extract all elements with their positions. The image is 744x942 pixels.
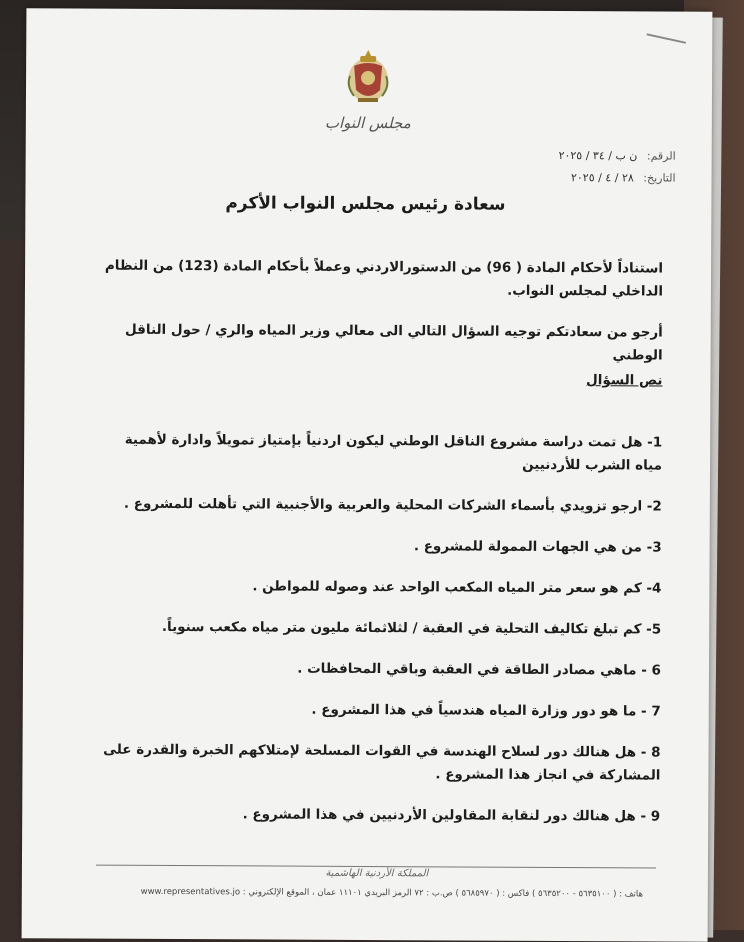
question-item: 8 - هل هنالك دور لسلاح الهندسة في القوات المسلحة لإمتلاكهم الخبرة والقدرة على المشاركة في انجاز هذا المشروع .: [103, 741, 661, 784]
reference-number-row: [426, 144, 676, 167]
reference-block: [426, 144, 676, 189]
reference-date-row: [426, 166, 676, 189]
coat-of-arms-icon: [344, 46, 392, 106]
question-item: 5- كم تبلغ تكاليف التحلية في العقبة / لثلاثمائة مليون متر مياه مكعب سنوياً.: [161, 618, 662, 638]
reference-date-value: ٢٨ / ٤ / ٢٠٢٥: [570, 171, 634, 185]
pen-mark: [647, 33, 687, 43]
question-item: 2- ارجو تزويدي بأسماء الشركات المحلية والعربية والأجنبية التي تأهلت للمشروع .: [123, 495, 662, 515]
question-item: 7 - ما هو دور وزارة المياه هندسياً في هذا المشروع .: [311, 701, 661, 720]
reference-number-label: الرقم:: [646, 149, 676, 163]
reference-date-label: التاريخ:: [643, 171, 676, 185]
footer-calligraphy: المملكة الأردنية الهاشمية: [325, 867, 429, 880]
questions-heading: نص السؤال: [586, 372, 663, 389]
request-paragraph: أرجو من سعادتكم توجيه السؤال التالي الى معالي وزير المياه والري / حول الناقل الوطني: [124, 321, 663, 364]
question-item: 9 - هل هنالك دور لنقابة المقاولين الأردنيين في هذا المشروع .: [242, 806, 661, 825]
question-item: 4- كم هو سعر متر المياه المكعب الواحد عند وصوله للمواطن .: [252, 578, 662, 597]
question-item: 3- من هي الجهات الممولة للمشروع .: [413, 538, 662, 556]
intro-paragraph: استناداً لأحكام المادة ( 96) من الدستورالاردني وعملاً بأحكام المادة (123) من النظام الداخلي لمجلس النواب.: [104, 257, 664, 300]
question-item: 6 - ماهي مصادر الطاقة في العقبة وباقي المحافظات .: [297, 660, 662, 679]
question-item: 1- هل تمت دراسة مشروع الناقل الوطني ليكون اردنياً بإمتياز تمويلاً وادارة لأهمية مياه الشرب للأردنيين: [124, 431, 663, 474]
footer-contact-line: هاتف : ( ٥٦٣٥١٠٠ - ٥٦٣٥٢٠٠ ) فاكس : ( ٥٦٨٥٩٧٠ ) ص.ب : ٧٢ الرمز البريدي ١١١٠١ عمان ، الموقع الإلكتروني : www.representatives.jo: [140, 886, 644, 900]
reference-number-value: ن ب / ٣٤ / ٢٠٢٥: [558, 148, 638, 163]
questions-list: [100, 429, 662, 847]
letter-page: [22, 8, 713, 942]
institution-caption: مجلس النواب: [324, 113, 411, 133]
addressee-heading: سعادة رئيس مجلس النواب الأكرم: [225, 193, 506, 215]
